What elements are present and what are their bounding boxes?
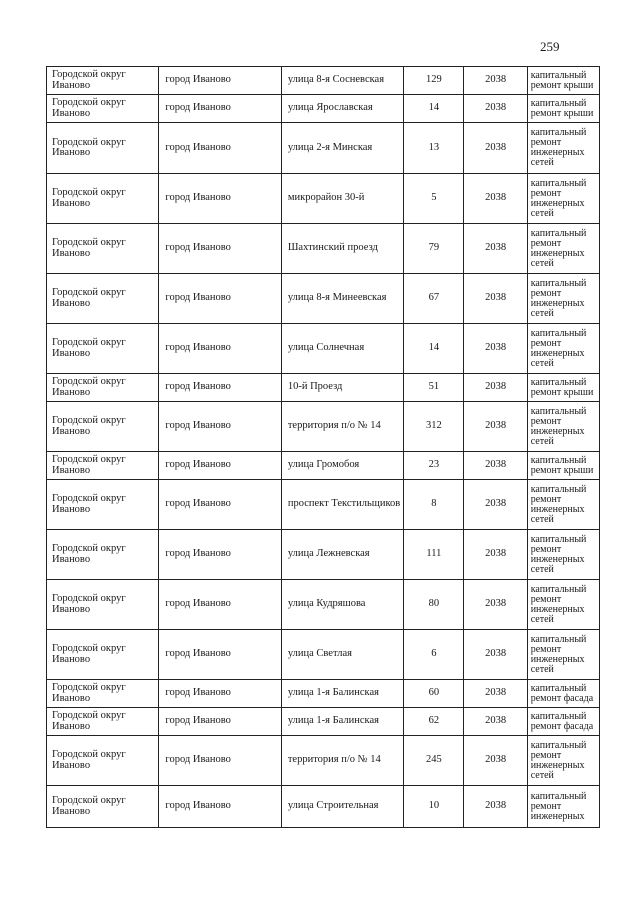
cell-street: улица Ярославская bbox=[281, 95, 403, 123]
cell-work: капитальный ремонт инженерных сетей bbox=[527, 630, 599, 680]
cell-city: город Иваново bbox=[159, 174, 281, 224]
cell-street: территория п/о № 14 bbox=[281, 736, 403, 786]
cell-house: 5 bbox=[404, 174, 464, 224]
cell-street: улица 1-я Балинская bbox=[281, 708, 403, 736]
cell-work: капитальный ремонт инженерных bbox=[527, 786, 599, 828]
cell-okrug: Городской округ Иваново bbox=[47, 402, 159, 452]
cell-city: город Иваново bbox=[159, 580, 281, 630]
cell-house: 23 bbox=[404, 452, 464, 480]
table-row bbox=[47, 680, 600, 708]
cell-work: капитальный ремонт инженерных сетей bbox=[527, 224, 599, 274]
cell-work: капитальный ремонт инженерных сетей bbox=[527, 580, 599, 630]
cell-work: капитальный ремонт инженерных сетей bbox=[527, 530, 599, 580]
cell-okrug: Городской округ Иваново bbox=[47, 786, 159, 828]
table-row bbox=[47, 480, 600, 530]
cell-work: капитальный ремонт инженерных сетей bbox=[527, 123, 599, 174]
cell-house: 67 bbox=[404, 274, 464, 324]
cell-okrug: Городской округ Иваново bbox=[47, 274, 159, 324]
cell-city: город Иваново bbox=[159, 123, 281, 174]
cell-street: 10-й Проезд bbox=[281, 374, 403, 402]
cell-okrug: Городской округ Иваново bbox=[47, 480, 159, 530]
cell-street: проспект Текстильщиков bbox=[281, 480, 403, 530]
cell-year: 2038 bbox=[464, 452, 527, 480]
cell-city: город Иваново bbox=[159, 786, 281, 828]
cell-city: город Иваново bbox=[159, 480, 281, 530]
cell-work: капитальный ремонт крыши bbox=[527, 95, 599, 123]
cell-street: микрорайон 30-й bbox=[281, 174, 403, 224]
table-row bbox=[47, 274, 600, 324]
table-row bbox=[47, 67, 600, 95]
cell-city: город Иваново bbox=[159, 530, 281, 580]
cell-house: 6 bbox=[404, 630, 464, 680]
cell-okrug: Городской округ Иваново bbox=[47, 174, 159, 224]
cell-okrug: Городской округ Иваново bbox=[47, 680, 159, 708]
page-number: 259 bbox=[540, 39, 560, 54]
cell-street: улица 2-я Минская bbox=[281, 123, 403, 174]
cell-work: капитальный ремонт фасада bbox=[527, 708, 599, 736]
cell-work: капитальный ремонт крыши bbox=[527, 452, 599, 480]
cell-house: 13 bbox=[404, 123, 464, 174]
cell-house: 10 bbox=[404, 786, 464, 828]
cell-street: Шахтинский проезд bbox=[281, 224, 403, 274]
cell-year: 2038 bbox=[464, 580, 527, 630]
cell-city: город Иваново bbox=[159, 452, 281, 480]
cell-house: 129 bbox=[404, 67, 464, 95]
cell-street: территория п/о № 14 bbox=[281, 402, 403, 452]
cell-city: город Иваново bbox=[159, 324, 281, 374]
cell-year: 2038 bbox=[464, 480, 527, 530]
table-row bbox=[47, 324, 600, 374]
cell-okrug: Городской округ Иваново bbox=[47, 224, 159, 274]
table-row bbox=[47, 374, 600, 402]
cell-street: улица 1-я Балинская bbox=[281, 680, 403, 708]
table-row bbox=[47, 123, 600, 174]
table-row bbox=[47, 452, 600, 480]
cell-house: 14 bbox=[404, 95, 464, 123]
cell-okrug: Городской округ Иваново bbox=[47, 123, 159, 174]
cell-work: капитальный ремонт инженерных сетей bbox=[527, 174, 599, 224]
cell-city: город Иваново bbox=[159, 274, 281, 324]
cell-street: улица Светлая bbox=[281, 630, 403, 680]
cell-year: 2038 bbox=[464, 123, 527, 174]
cell-year: 2038 bbox=[464, 530, 527, 580]
cell-year: 2038 bbox=[464, 374, 527, 402]
cell-okrug: Городской округ Иваново bbox=[47, 452, 159, 480]
cell-year: 2038 bbox=[464, 67, 527, 95]
cell-street: улица Громобоя bbox=[281, 452, 403, 480]
cell-house: 80 bbox=[404, 580, 464, 630]
cell-okrug: Городской округ Иваново bbox=[47, 95, 159, 123]
cell-street: улица 8-я Сосневская bbox=[281, 67, 403, 95]
cell-year: 2038 bbox=[464, 708, 527, 736]
table-row bbox=[47, 224, 600, 274]
cell-work: капитальный ремонт инженерных сетей bbox=[527, 274, 599, 324]
cell-work: капитальный ремонт крыши bbox=[527, 67, 599, 95]
cell-house: 51 bbox=[404, 374, 464, 402]
table-row bbox=[47, 530, 600, 580]
table-row bbox=[47, 708, 600, 736]
cell-street: улица 8-я Минеевская bbox=[281, 274, 403, 324]
cell-year: 2038 bbox=[464, 174, 527, 224]
table-row bbox=[47, 174, 600, 224]
cell-year: 2038 bbox=[464, 786, 527, 828]
cell-work: капитальный ремонт фасада bbox=[527, 680, 599, 708]
cell-house: 14 bbox=[404, 324, 464, 374]
cell-house: 60 bbox=[404, 680, 464, 708]
cell-house: 245 bbox=[404, 736, 464, 786]
cell-year: 2038 bbox=[464, 324, 527, 374]
cell-okrug: Городской округ Иваново bbox=[47, 708, 159, 736]
cell-city: город Иваново bbox=[159, 402, 281, 452]
cell-okrug: Городской округ Иваново bbox=[47, 374, 159, 402]
cell-street: улица Кудряшова bbox=[281, 580, 403, 630]
cell-city: город Иваново bbox=[159, 95, 281, 123]
cell-street: улица Строительная bbox=[281, 786, 403, 828]
cell-house: 62 bbox=[404, 708, 464, 736]
cell-year: 2038 bbox=[464, 95, 527, 123]
cell-work: капитальный ремонт инженерных сетей bbox=[527, 480, 599, 530]
cell-city: город Иваново bbox=[159, 67, 281, 95]
cell-house: 79 bbox=[404, 224, 464, 274]
cell-year: 2038 bbox=[464, 402, 527, 452]
table-row bbox=[47, 736, 600, 786]
cell-year: 2038 bbox=[464, 680, 527, 708]
cell-city: город Иваново bbox=[159, 374, 281, 402]
cell-city: город Иваново bbox=[159, 680, 281, 708]
cell-work: капитальный ремонт крыши bbox=[527, 374, 599, 402]
table-row bbox=[47, 786, 600, 828]
cell-year: 2038 bbox=[464, 630, 527, 680]
cell-house: 111 bbox=[404, 530, 464, 580]
table-row bbox=[47, 402, 600, 452]
cell-year: 2038 bbox=[464, 274, 527, 324]
repair-schedule-table bbox=[46, 66, 600, 828]
cell-house: 8 bbox=[404, 480, 464, 530]
cell-street: улица Лежневская bbox=[281, 530, 403, 580]
table-row bbox=[47, 95, 600, 123]
cell-okrug: Городской округ Иваново bbox=[47, 580, 159, 630]
table-body bbox=[47, 67, 600, 828]
cell-city: город Иваново bbox=[159, 736, 281, 786]
cell-okrug: Городской округ Иваново bbox=[47, 67, 159, 95]
cell-year: 2038 bbox=[464, 224, 527, 274]
cell-street: улица Солнечная bbox=[281, 324, 403, 374]
cell-okrug: Городской округ Иваново bbox=[47, 736, 159, 786]
table-row bbox=[47, 580, 600, 630]
cell-city: город Иваново bbox=[159, 224, 281, 274]
cell-city: город Иваново bbox=[159, 708, 281, 736]
cell-house: 312 bbox=[404, 402, 464, 452]
cell-work: капитальный ремонт инженерных сетей bbox=[527, 402, 599, 452]
cell-okrug: Городской округ Иваново bbox=[47, 530, 159, 580]
cell-year: 2038 bbox=[464, 736, 527, 786]
cell-work: капитальный ремонт инженерных сетей bbox=[527, 736, 599, 786]
cell-okrug: Городской округ Иваново bbox=[47, 324, 159, 374]
cell-work: капитальный ремонт инженерных сетей bbox=[527, 324, 599, 374]
cell-city: город Иваново bbox=[159, 630, 281, 680]
cell-okrug: Городской округ Иваново bbox=[47, 630, 159, 680]
table-row bbox=[47, 630, 600, 680]
